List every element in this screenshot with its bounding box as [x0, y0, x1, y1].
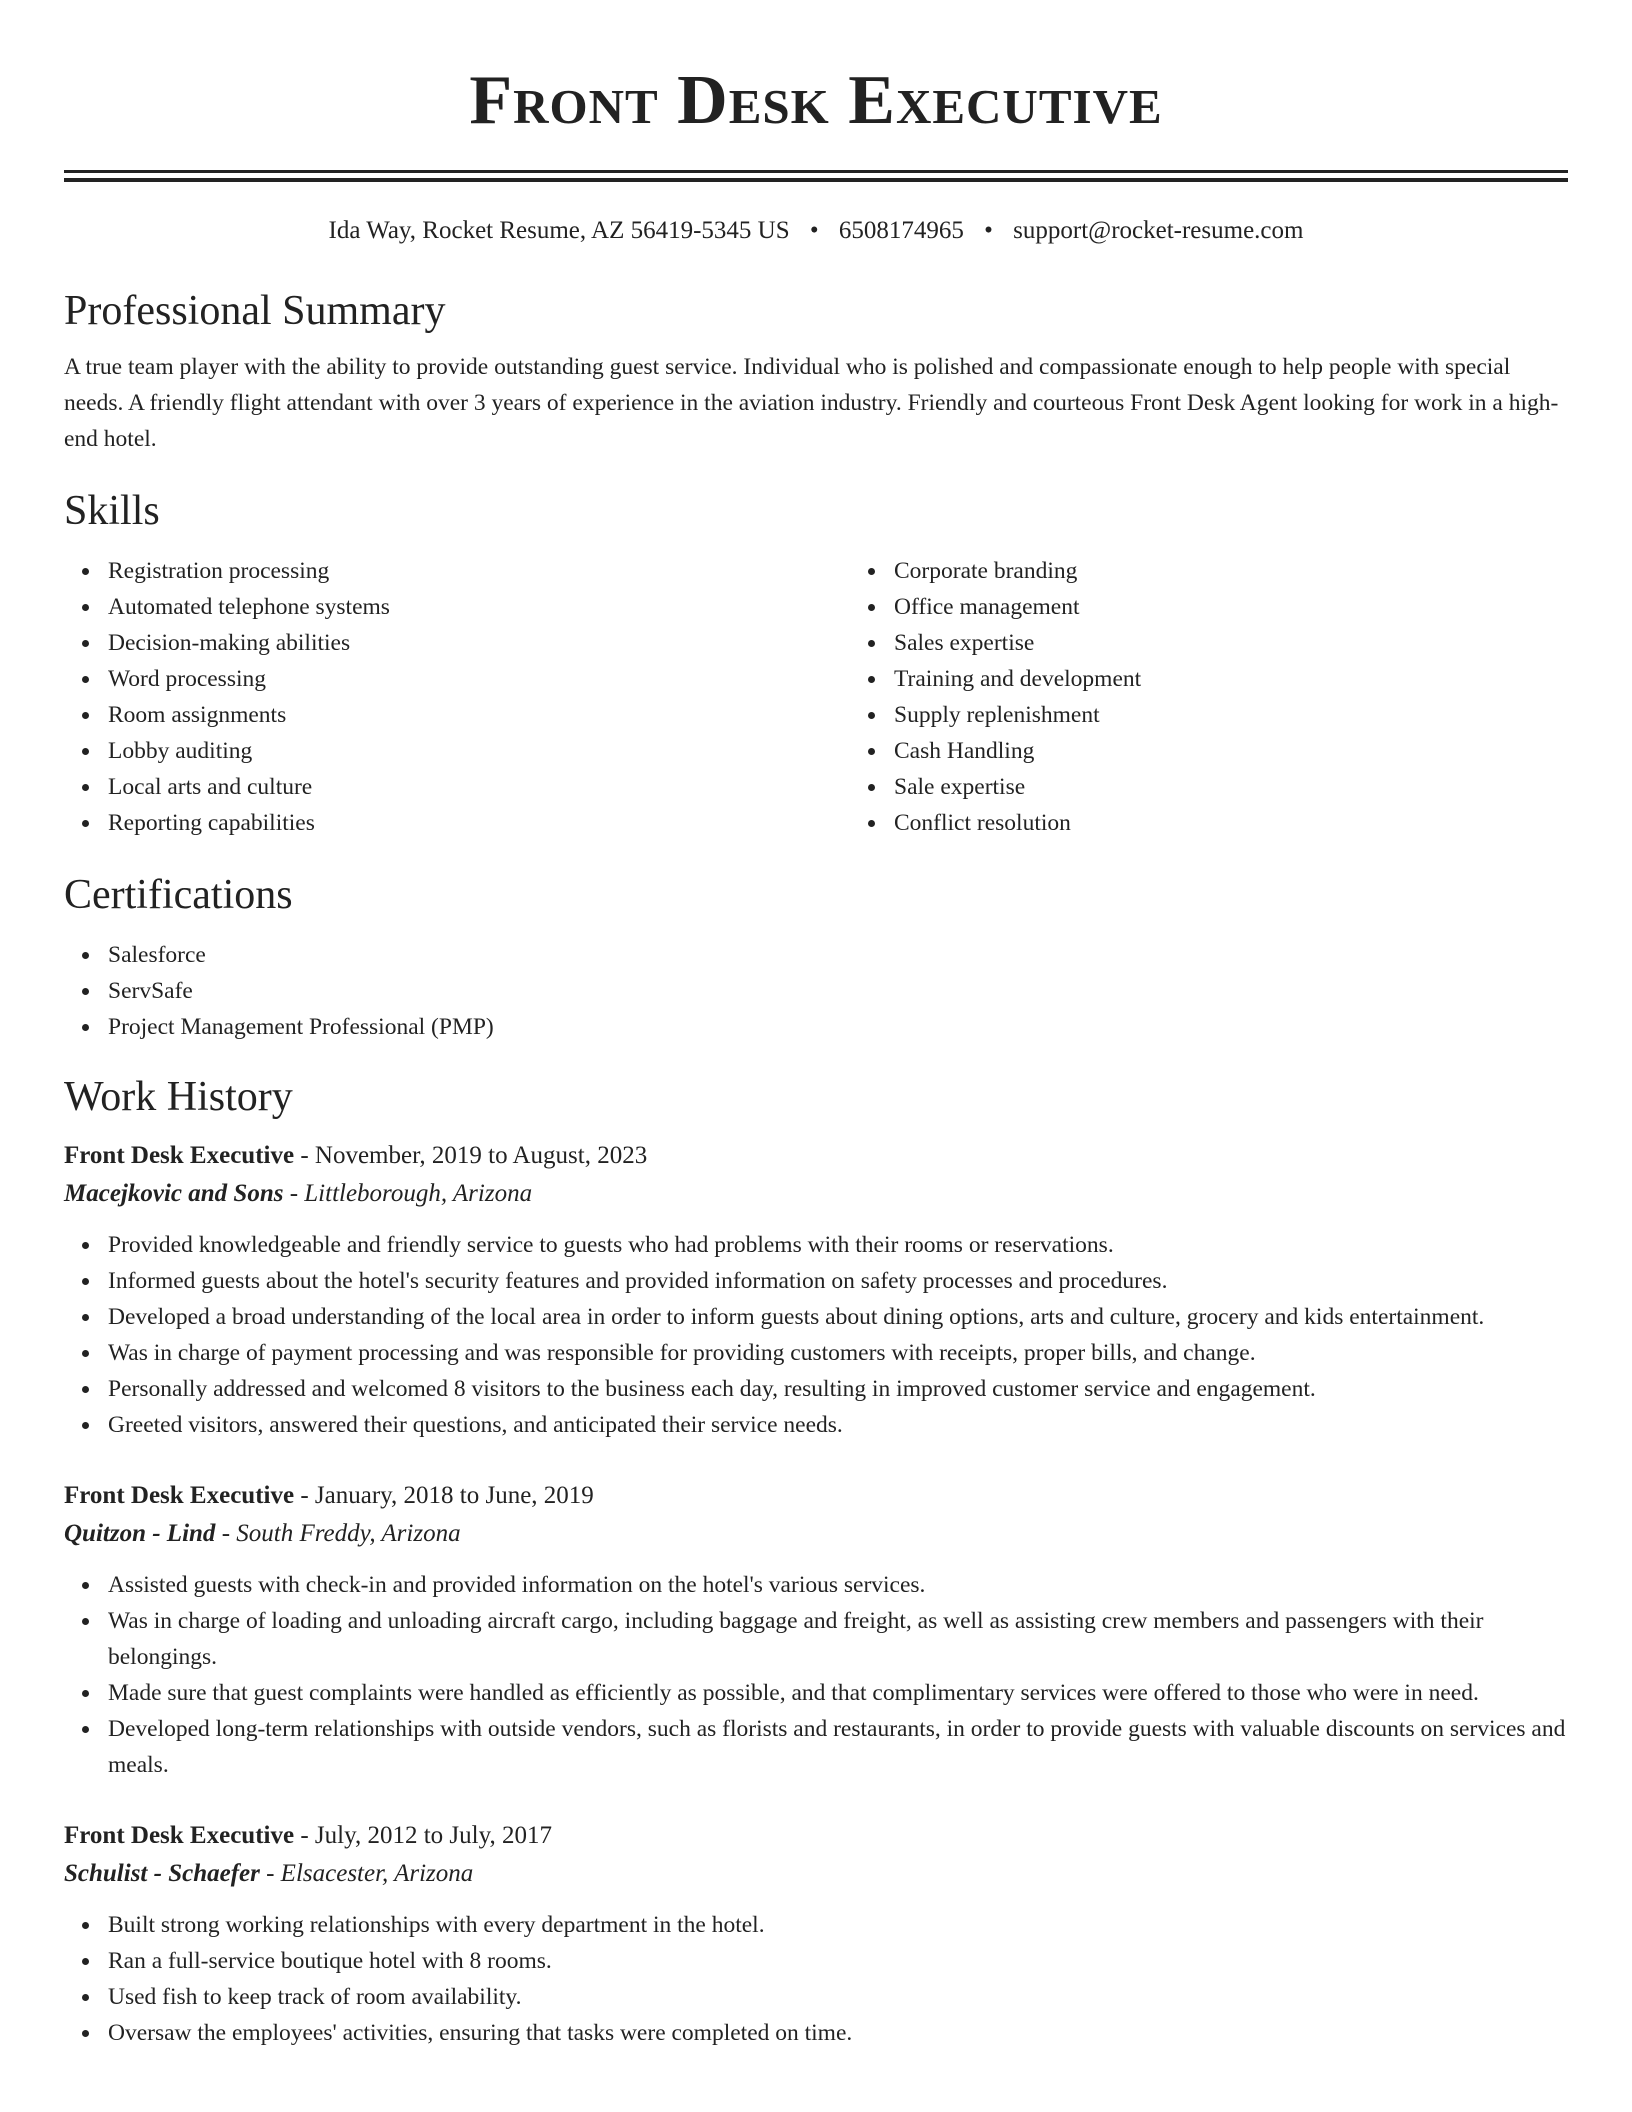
contact-separator: •: [984, 217, 993, 244]
job-title: Front Desk Executive: [64, 1142, 295, 1169]
job-bullet: Built strong working relationships with every department in the hotel.: [108, 1907, 1568, 1943]
skills-heading: Skills: [64, 488, 160, 534]
job-bullet: Was in charge of loading and unloading aircraft cargo, including baggage and freight, as well as assisting crew members and passengers with their belongings.: [108, 1603, 1568, 1675]
employer-name: Quitzon - Lind: [64, 1520, 216, 1547]
skill-item: Word processing: [108, 661, 850, 697]
certifications-list: [64, 937, 1568, 1045]
skills-section: [64, 485, 1568, 841]
job-entry: [64, 1817, 1568, 2051]
employer-location: - Elsacester, Arizona: [259, 1860, 474, 1887]
job-bullets: [64, 1567, 1568, 1783]
job-bullet: Greeted visitors, answered their questions, and anticipated their service needs.: [108, 1407, 1568, 1443]
job-bullets: [64, 1227, 1568, 1443]
skill-item: Office management: [894, 589, 1632, 625]
skill-item: Registration processing: [108, 553, 850, 589]
work-history-heading: Work History: [64, 1074, 293, 1120]
job-bullet: Developed a broad understanding of the local area in order to inform guests about dining options, arts and culture, grocery and kids entertainment.: [108, 1299, 1568, 1335]
summary-text: A true team player with the ability to provide outstanding guest service. Individual who is polished and compassionate enough to help people with special needs. A friendly flight attendant with over 3 years of experience in the aviation industry. Friendly and courteous Front Desk Agent looking for work in a high-end hotel.: [64, 354, 1559, 452]
skills-right-list: [850, 553, 1632, 841]
job-bullet: Developed long-term relationships with outside vendors, such as florists and restaurants, in order to provide guests with valuable discounts on services and meals.: [108, 1711, 1568, 1783]
job-bullet: Personally addressed and welcomed 8 visitors to the business each day, resulting in improved customer service and engagement.: [108, 1371, 1568, 1407]
resume-title: Front Desk Executive: [469, 62, 1163, 139]
certifications-section: [64, 869, 1568, 1045]
employer-name: Schulist - Schaefer: [64, 1860, 260, 1887]
work-history-section: [64, 1071, 1568, 2051]
job-dates: - November, 2019 to August, 2023: [294, 1142, 648, 1169]
skill-item: Sale expertise: [894, 769, 1632, 805]
job-bullets: [64, 1907, 1568, 2051]
employer-name: Macejkovic and Sons: [64, 1180, 284, 1207]
skills-columns: [64, 553, 1568, 841]
summary-section: [64, 285, 1568, 457]
job-bullet: Oversaw the employees' activities, ensuring that tasks were completed on time.: [108, 2015, 1568, 2051]
job-title-line: [64, 1477, 1568, 1515]
skill-item: Reporting capabilities: [108, 805, 850, 841]
skill-item: Training and development: [894, 661, 1632, 697]
job-entry: [64, 1477, 1568, 1783]
job-title-line: [64, 1817, 1568, 1855]
skill-item: Cash Handling: [894, 733, 1632, 769]
job-bullet: Made sure that guest complaints were handled as efficiently as possible, and that complimentary services were offered to those who were in need.: [108, 1675, 1568, 1711]
job-entry: [64, 1137, 1568, 1443]
skill-item: Conflict resolution: [894, 805, 1632, 841]
title-divider: [64, 170, 1568, 182]
skill-item: Lobby auditing: [108, 733, 850, 769]
employer-line: [64, 1855, 1568, 1893]
certifications-heading: Certifications: [64, 872, 293, 918]
contact-line: [64, 215, 1568, 247]
skill-item: Local arts and culture: [108, 769, 850, 805]
summary-heading: Professional Summary: [64, 288, 446, 334]
contact-email: support@rocket-resume.com: [1013, 217, 1304, 244]
job-bullet: Ran a full-service boutique hotel with 8 rooms.: [108, 1943, 1568, 1979]
contact-address: Ida Way, Rocket Resume, AZ 56419-5345 US: [328, 217, 790, 244]
skill-item: Automated telephone systems: [108, 589, 850, 625]
skill-item: Decision-making abilities: [108, 625, 850, 661]
employer-line: [64, 1515, 1568, 1553]
job-dates: - July, 2012 to July, 2017: [294, 1822, 552, 1849]
job-bullet: Was in charge of payment processing and was responsible for providing customers with receipts, proper bills, and change.: [108, 1335, 1568, 1371]
skill-item: Room assignments: [108, 697, 850, 733]
employer-line: [64, 1175, 1568, 1213]
employer-location: - South Freddy, Arizona: [215, 1520, 461, 1547]
job-bullet: Used fish to keep track of room availability.: [108, 1979, 1568, 2015]
job-title: Front Desk Executive: [64, 1822, 295, 1849]
certification-item: Project Management Professional (PMP): [108, 1009, 1568, 1045]
contact-separator: •: [809, 217, 819, 244]
skills-left-list: [64, 553, 850, 841]
skill-item: Supply replenishment: [894, 697, 1632, 733]
job-title-line: [64, 1137, 1568, 1175]
employer-location: - Littleborough, Arizona: [283, 1180, 533, 1207]
skill-item: Sales expertise: [894, 625, 1632, 661]
skill-item: Corporate branding: [894, 553, 1632, 589]
job-dates: - January, 2018 to June, 2019: [294, 1482, 594, 1509]
contact-phone: 6508174965: [838, 217, 964, 244]
certification-item: Salesforce: [108, 937, 1568, 973]
job-title: Front Desk Executive: [64, 1482, 295, 1509]
job-bullet: Informed guests about the hotel's security features and provided information on safety processes and procedures.: [108, 1263, 1568, 1299]
job-bullet: Provided knowledgeable and friendly service to guests who had problems with their rooms or reservations.: [108, 1227, 1568, 1263]
certification-item: ServSafe: [108, 973, 1568, 1009]
job-bullet: Assisted guests with check-in and provided information on the hotel's various services.: [108, 1567, 1568, 1603]
